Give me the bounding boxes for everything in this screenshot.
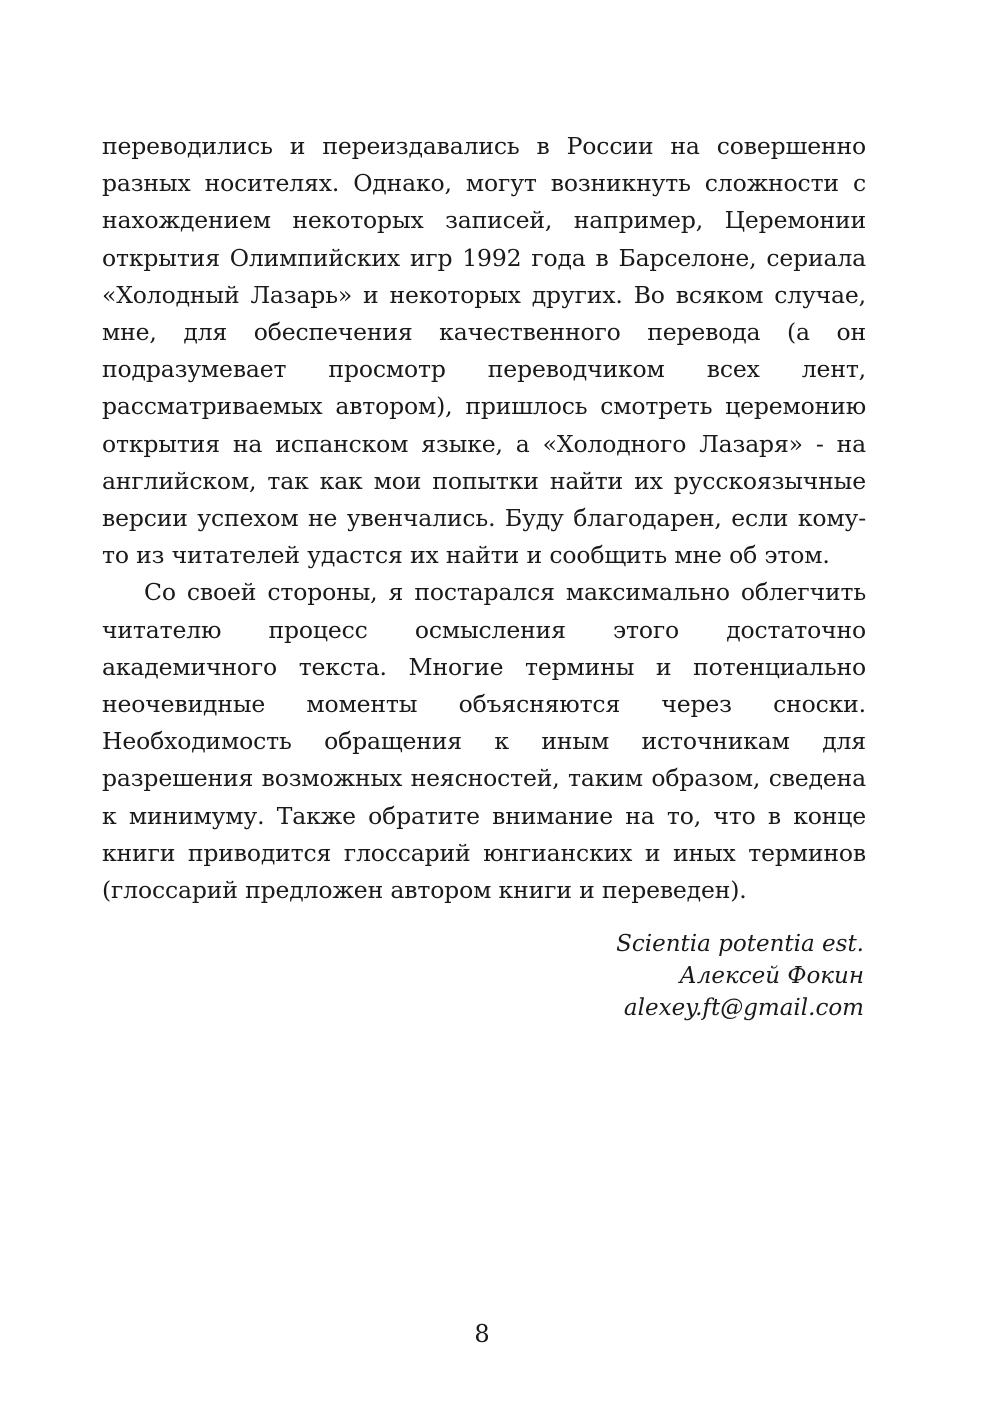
signature-email: alexey.ft@gmail.com [623,995,864,1021]
body-text [102,128,866,909]
page-number: 8 [474,1320,490,1348]
paragraph-continued: переводились и переиздавались в России на совершенно разных носителях. Однако, могут возникнуть сложности с нахождением некоторых записей, например, Церемонии открытия Олимпийских игр 1992 года в Барселоне, сериала «Холодный Лазарь» и некоторых других. Во всяком случае, мне, для обеспечения качественного перевода (а он подразумевает просмотр переводчиком всех лент, рассматриваемых автором), пришлось смотреть церемонию открытия на испанском языке, а «Холодного Лазаря» - на английском, так как мои попытки найти их русскоязычные версии успехом не увенчались. Буду благодарен, если кому-то из читателей удастся их найти и сообщить мне об этом. [102,132,866,570]
paragraph-translator-note: Со своей стороны, я постарался максимально облегчить читателю процесс осмысления этого достаточно академичного текста. Многие термины и потенциально неочевидные моменты объясняются через сноски. Необходимость обращения к иным источникам для разрешения возможных неясностей, таким образом, сведена к минимуму. Также обратите внимание на то, что в конце книги приводится глоссарий юнгианских и иных терминов (глоссарий предложен автором книги и переведен). [102,578,866,905]
signature-author: Алексей Фокин [679,963,864,989]
signature-motto: Scientia potentia est. [616,931,864,957]
signature-block [616,928,864,1024]
